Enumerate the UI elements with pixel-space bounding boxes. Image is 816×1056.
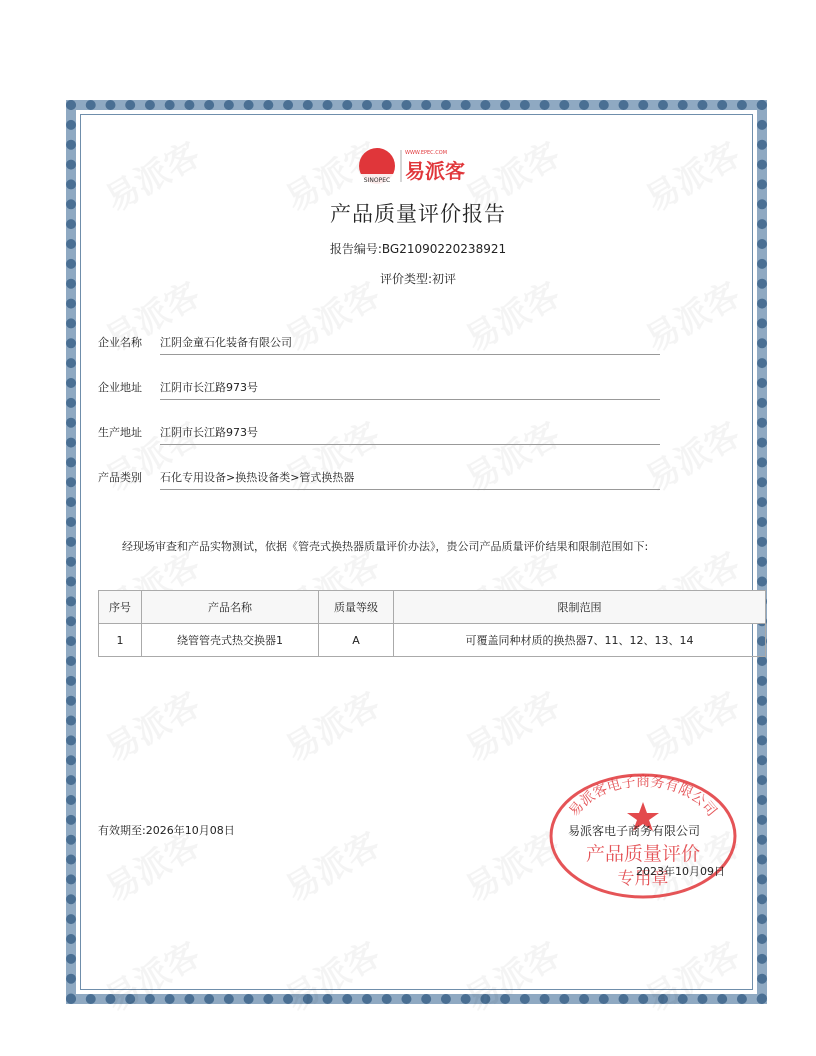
table-header: 质量等级 bbox=[319, 591, 394, 624]
table-cell: 可覆盖同种材质的换热器7、11、12、13、14 bbox=[394, 624, 766, 657]
evaluation-paragraph: 经现场审查和产品实物测试，依据《管壳式换热器质量评价办法》，贵公司产品质量评价结果和限制范围如下: bbox=[122, 540, 649, 553]
epec-logo bbox=[357, 146, 481, 186]
table-header: 产品名称 bbox=[142, 591, 319, 624]
issuer-name: 易派客电子商务有限公司 bbox=[568, 824, 701, 838]
table-row bbox=[99, 624, 766, 657]
field-label-company-address: 企业地址 bbox=[98, 381, 142, 394]
valid-until: 有效期至:2026年10月08日 bbox=[98, 824, 235, 837]
table-header: 序号 bbox=[99, 591, 142, 624]
field-label-production-address: 生产地址 bbox=[98, 426, 142, 439]
page-title: 产品质量评价报告 bbox=[330, 202, 506, 226]
field-value-company-name: 江阴金童石化装备有限公司 bbox=[160, 334, 660, 355]
field-value-production-address: 江阴市长江路973号 bbox=[160, 424, 660, 445]
table-header-row bbox=[99, 591, 766, 624]
field-value-product-category: 石化专用设备>换热设备类>管式换热器 bbox=[160, 469, 660, 490]
logo-mark-text: SINOPEC bbox=[363, 177, 391, 184]
issue-date: 2023年10月09日 bbox=[636, 865, 725, 878]
table-header: 限制范围 bbox=[394, 591, 766, 624]
field-label-company-name: 企业名称 bbox=[98, 336, 142, 349]
logo-url-text: WWW.EPEC.COM bbox=[405, 150, 448, 156]
results-table bbox=[98, 590, 766, 657]
logo-brand-text: 易派客 bbox=[405, 159, 465, 183]
seal-line-2: 专用章 bbox=[617, 869, 669, 889]
field-label-product-category: 产品类别 bbox=[98, 471, 142, 484]
table-cell: 1 bbox=[99, 624, 142, 657]
evaluation-type: 评价类型:初评 bbox=[379, 272, 457, 286]
seal-ring-text: 易派客电子商务有限公司 bbox=[566, 774, 720, 820]
table-cell: A bbox=[319, 624, 394, 657]
report-number: 报告编号:BG21090220238921 bbox=[329, 242, 507, 256]
field-value-company-address: 江阴市长江路973号 bbox=[160, 379, 660, 400]
table-cell: 绕管管壳式热交换器1 bbox=[142, 624, 319, 657]
seal-line-1: 产品质量评价 bbox=[585, 843, 701, 865]
